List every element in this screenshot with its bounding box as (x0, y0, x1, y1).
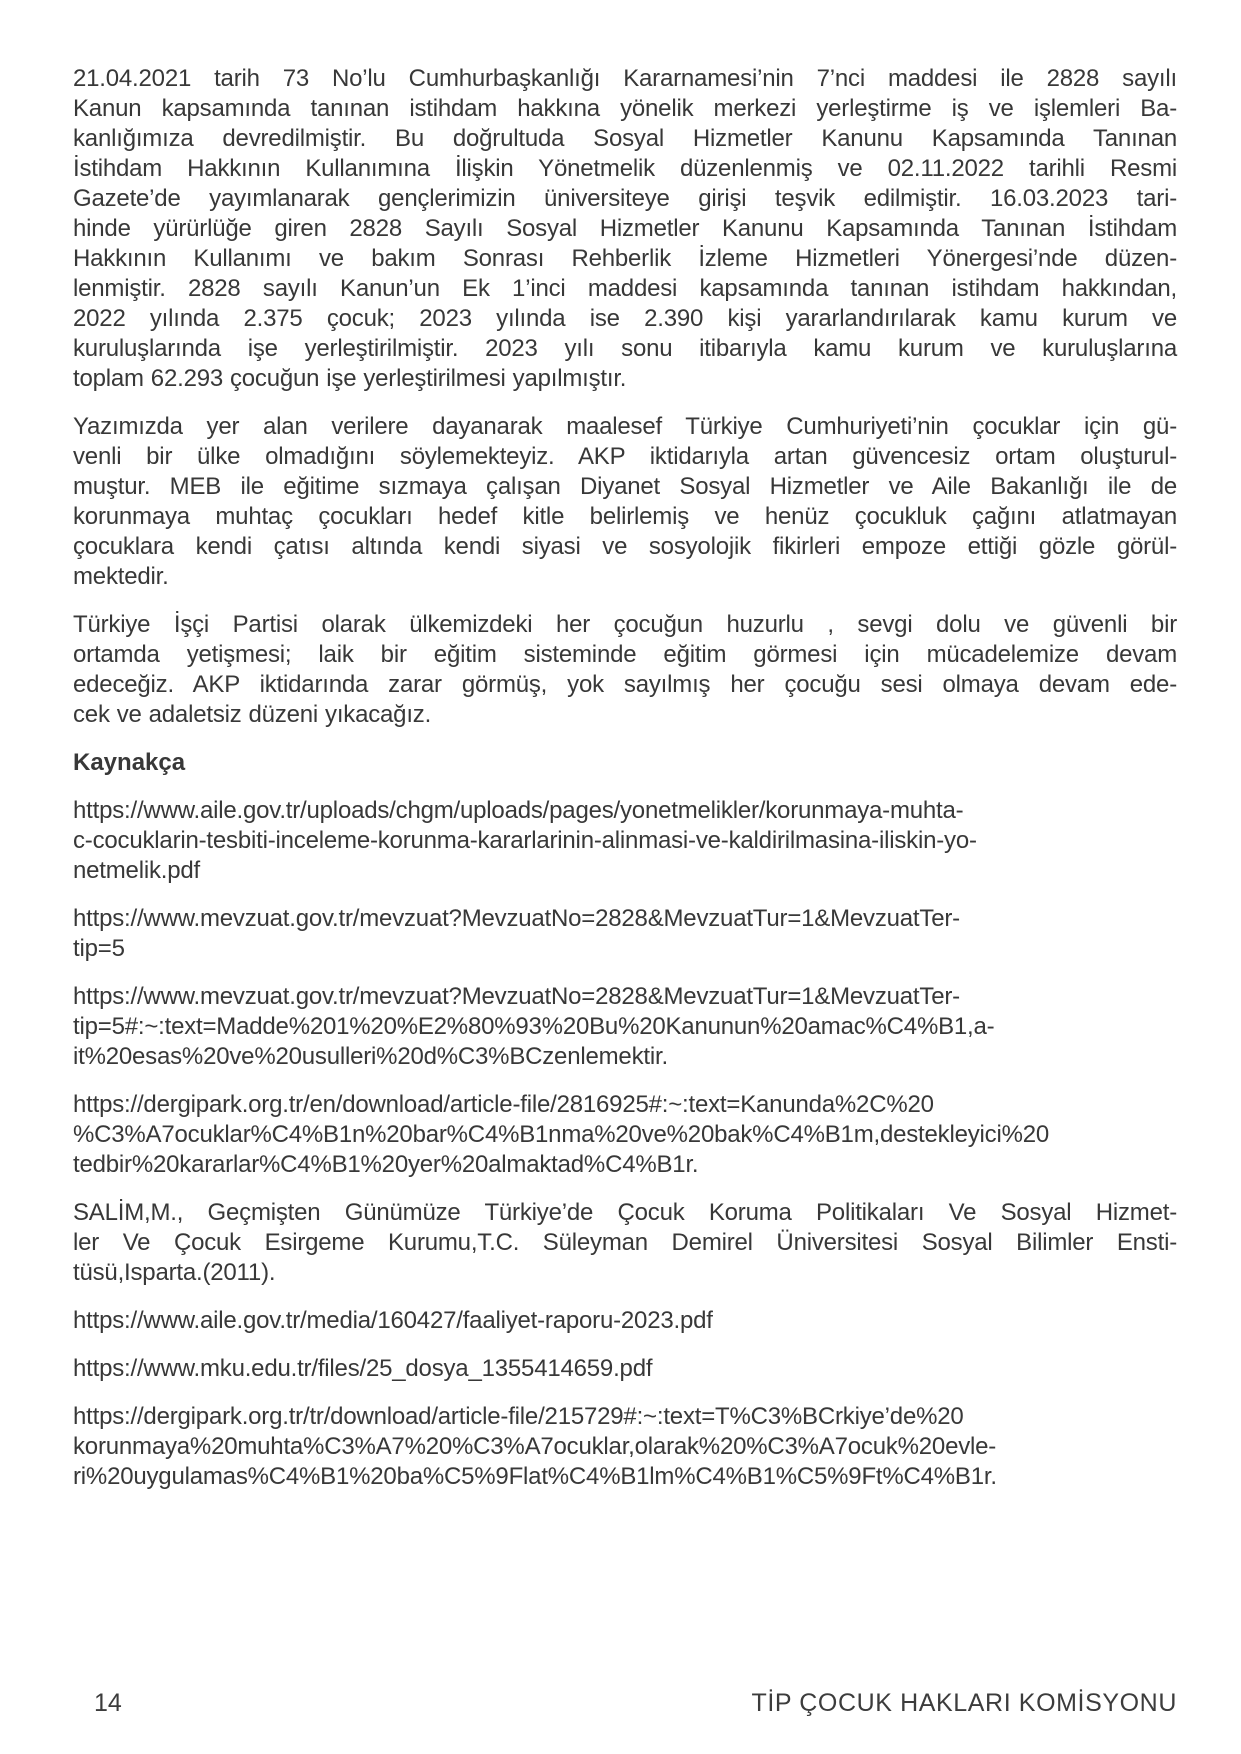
reference-item (73, 1090, 1177, 1180)
reference-item (73, 904, 1177, 964)
body-paragraph (73, 610, 1177, 730)
reference-item (73, 1402, 1177, 1492)
page-content (73, 64, 1177, 1510)
body-paragraph (73, 412, 1177, 592)
text-line: Kanun kapsamında tanınan istihdam hakkına yönelik merkezi yerleştirme iş ve işlemleri Ba- (73, 95, 1177, 122)
reference-item (73, 1354, 1177, 1384)
body-paragraphs (73, 64, 1177, 730)
footer-commission-title: TİP ÇOCUK HAKLARI KOMİSYONU (751, 1689, 1177, 1717)
reference-list (73, 796, 1177, 1492)
page-footer (73, 1688, 1177, 1718)
page-number: 14 (94, 1689, 122, 1717)
text-line: https://www.mevzuat.gov.tr/mevzuat?MevzuatNo=2828&MevzuatTur=1&MevzuatTer- (73, 905, 960, 932)
body-paragraph (73, 64, 1177, 394)
text-line: cek ve adaletsiz düzeni yıkacağız. (73, 701, 432, 728)
references-heading: Kaynakça (73, 749, 186, 776)
reference-item (73, 1306, 1177, 1336)
text-line: toplam 62.293 çocuğun işe yerleştirilmesi yapılmıştır. (73, 365, 627, 392)
text-line: https://www.aile.gov.tr/media/160427/faaliyet-raporu-2023.pdf (73, 1307, 713, 1334)
reference-item (73, 982, 1177, 1072)
text-line: c-cocuklarin-tesbiti-inceleme-korunma-kararlarinin-alinmasi-ve-kaldirilmasina-iliskin-yo- (73, 827, 977, 854)
text-line: edeceğiz. AKP iktidarında zarar görmüş, yok sayılmış her çocuğu sesi olmaya devam ede- (73, 671, 1177, 698)
text-line: Yazımızda yer alan verilere dayanarak maalesef Türkiye Cumhuriyeti’nin çocuklar için gü- (73, 413, 1177, 440)
text-line: tip=5 (73, 935, 125, 962)
text-line: kanlığımıza devredilmiştir. Bu doğrultuda Sosyal Hizmetler Kanunu Kapsamında Tanınan (73, 125, 1177, 152)
reference-item (73, 796, 1177, 886)
text-line: mektedir. (73, 563, 169, 590)
text-line: Hakkının Kullanımı ve bakım Sonrası Rehberlik İzleme Hizmetleri Yönergesi’nde düzen- (73, 245, 1177, 272)
text-line: netmelik.pdf (73, 857, 200, 884)
text-line: tedbir%20kararlar%C4%B1%20yer%20almaktad%C4%B1r. (73, 1151, 699, 1178)
text-line: https://www.aile.gov.tr/uploads/chgm/uploads/pages/yonetmelikler/korunmaya-muhta- (73, 797, 964, 824)
text-line: hinde yürürlüğe giren 2828 Sayılı Sosyal Hizmetler Kanunu Kapsamında Tanınan İstihdam (73, 215, 1177, 242)
text-line: 21.04.2021 tarih 73 No’lu Cumhurbaşkanlığı Kararnamesi’nin 7’nci maddesi ile 2828 sayılı (73, 65, 1177, 92)
text-line: muştur. MEB ile eğitime sızmaya çalışan Diyanet Sosyal Hizmetler ve Aile Bakanlığı ile de (73, 473, 1177, 500)
text-line: lenmiştir. 2828 sayılı Kanun’un Ek 1’inci maddesi kapsamında tanınan istihdam hakkından, (73, 275, 1177, 302)
reference-item (73, 1198, 1177, 1288)
text-line: %C3%A7ocuklar%C4%B1n%20bar%C4%B1nma%20ve%20bak%C4%B1m,destekleyici%20 (73, 1121, 1050, 1148)
text-line: Türkiye İşçi Partisi olarak ülkemizdeki her çocuğun huzurlu , sevgi dolu ve güvenli bir (73, 611, 1177, 638)
text-line: korunmaya muhtaç çocukları hedef kitle belirlemiş ve henüz çocukluk çağını atlatmayan (73, 503, 1177, 530)
text-line: ler Ve Çocuk Esirgeme Kurumu,T.C. Süleyman Demirel Üniversitesi Sosyal Bilimler Ensti- (73, 1229, 1177, 1256)
text-line: venli bir ülke olmadığını söylemekteyiz. AKP iktidarıyla artan güvencesiz ortam oluşturul- (73, 443, 1177, 470)
text-line: Gazete’de yayımlanarak gençlerimizin üniversiteye girişi teşvik edilmiştir. 16.03.2023 tari- (73, 185, 1177, 212)
text-line: 2022 yılında 2.375 çocuk; 2023 yılında ise 2.390 kişi yararlandırılarak kamu kurum ve (73, 305, 1177, 332)
text-line: it%20esas%20ve%20usulleri%20d%C3%BCzenlemektir. (73, 1043, 668, 1070)
text-line: korunmaya%20muhta%C3%A7%20%C3%A7ocuklar,olarak%20%C3%A7ocuk%20evle- (73, 1433, 997, 1460)
text-line: tip=5#:~:text=Madde%201%20%E2%80%93%20Bu%20Kanunun%20amac%C4%B1,a- (73, 1013, 995, 1040)
text-line: https://dergipark.org.tr/tr/download/article-file/215729#:~:text=T%C3%BCrkiye’de%20 (73, 1403, 964, 1430)
text-line: https://www.mku.edu.tr/files/25_dosya_1355414659.pdf (73, 1355, 653, 1382)
text-line: çocuklara kendi çatısı altında kendi siyasi ve sosyolojik fikirleri empoze ettiği gözle görül- (73, 533, 1177, 560)
text-line: SALİM,M., Geçmişten Günümüze Türkiye’de Çocuk Koruma Politikaları Ve Sosyal Hizmet- (73, 1199, 1177, 1226)
text-line: ortamda yetişmesi; laik bir eğitim sisteminde eğitim görmesi için mücadelemize devam (73, 641, 1177, 668)
text-line: İstihdam Hakkının Kullanımına İlişkin Yönetmelik düzenlenmiş ve 02.11.2022 tarihli Resmi (73, 155, 1177, 182)
text-line: https://www.mevzuat.gov.tr/mevzuat?MevzuatNo=2828&MevzuatTur=1&MevzuatTer- (73, 983, 960, 1010)
text-line: ri%20uygulamas%C4%B1%20ba%C5%9Flat%C4%B1lm%C4%B1%C5%9Ft%C4%B1r. (73, 1463, 997, 1490)
text-line: kuruluşlarında işe yerleştirilmiştir. 2023 yılı sonu itibarıyla kamu kurum ve kuruluşlarına (73, 335, 1177, 362)
text-line: tüsü,Isparta.(2011). (73, 1259, 276, 1286)
text-line: https://dergipark.org.tr/en/download/article-file/2816925#:~:text=Kanunda%2C%20 (73, 1091, 934, 1118)
